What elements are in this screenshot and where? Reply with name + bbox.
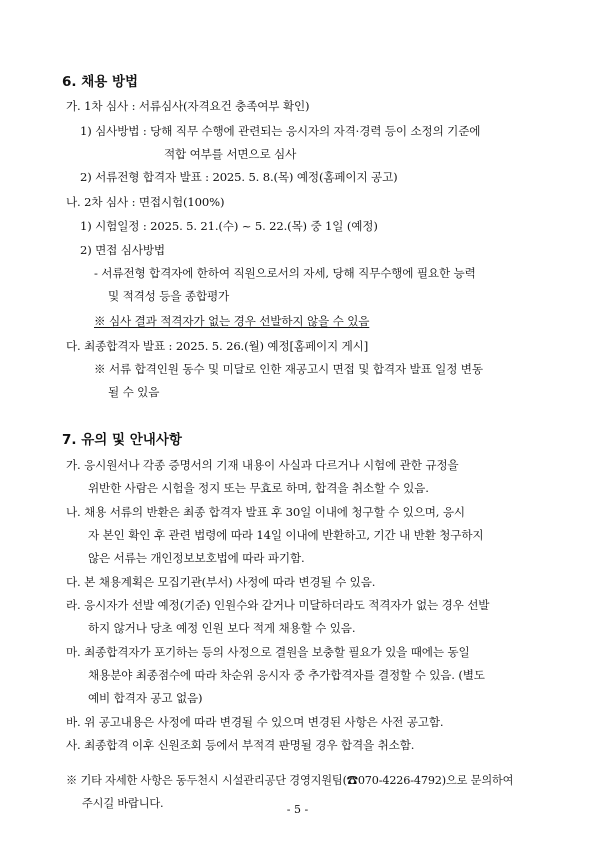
page-number: - 5 - xyxy=(286,803,309,816)
section-7-na-line2: 자 본인 확인 후 관련 법령에 따라 14일 이내에 반환하고, 기간 내 반환 청구하지 xyxy=(88,528,484,542)
section-6-na-note: ※ 심사 결과 적격자가 없는 경우 선발하지 않을 수 있음 xyxy=(94,314,370,328)
section-6-item-ga: 가. 1차 심사 : 서류심사(자격요건 충족여부 확인) xyxy=(66,99,310,113)
section-7-ma-line1: 마. 최종합격자가 포기하는 등의 사정으로 결원을 보충할 필요가 있을 때에는 동일 xyxy=(66,645,470,659)
section-6-item-na: 나. 2차 심사 : 면접시험(100%) xyxy=(66,195,225,209)
section-7-na-line1: 나. 채용 서류의 반환은 최종 합격자 발표 후 30일 이내에 청구할 수 있으며, 응시 xyxy=(66,505,465,519)
section-6-ga-2: 2) 서류전형 합격자 발표 : 2025. 5. 8.(목) 예정(홈페이지 공고) xyxy=(80,170,398,184)
section-7-da-line1: 다. 본 채용계획은 모집기관(부서) 사정에 따라 변경될 수 있음. xyxy=(66,575,376,589)
section-7-sa-line1: 사. 최종합격 이후 신원조회 등에서 부적격 판명될 경우 합격을 취소함. xyxy=(66,738,415,752)
section-7-ma-line3: 예비 합격자 공고 없음) xyxy=(88,691,203,705)
section-6-na-2-dash-line2: 및 적격성 등을 종합평가 xyxy=(108,289,230,303)
section-6-na-2-dash-line1: - 서류전형 합격자에 한하여 직원으로서의 자세, 당해 직무수행에 필요한 능력 xyxy=(94,266,476,280)
section-6-na-1: 1) 시험일정 : 2025. 5. 21.(수) ~ 5. 22.(목) 중 1일 (예정) xyxy=(80,219,378,233)
section-7-ma-line2: 채용분야 최종점수에 따라 차순위 응시자 중 추가합격자를 결정할 수 있음. (별도 xyxy=(88,668,485,682)
section-7-na-line3: 않은 서류는 개인정보보호법에 따라 파기함. xyxy=(88,551,305,565)
section-6-ga-1-line2: 적합 여부를 서면으로 심사 xyxy=(164,147,297,161)
section-6-da-note-line1: ※ 서류 합격인원 동수 및 미달로 인한 재공고시 면접 및 합격자 발표 일정 변동 xyxy=(94,362,483,376)
section-7-ra-line2: 하지 않거나 당초 예정 인원 보다 적게 채용할 수 있음. xyxy=(88,621,356,635)
footer-note-line2: 주시길 바랍니다. xyxy=(82,797,164,810)
section-6-heading: 6. 채용 방법 xyxy=(62,74,139,90)
section-7-ga-line2: 위반한 사람은 시험을 정지 또는 무효로 하며, 합격을 취소할 수 있음. xyxy=(88,481,429,495)
section-7-heading: 7. 유의 및 안내사항 xyxy=(62,432,182,448)
section-6-ga-1-line1: 1) 심사방법 : 당해 직무 수행에 관련되는 응시자의 자격·경력 등이 소정의 기준에 xyxy=(80,124,481,138)
footer-note-line1: ※ 기타 자세한 사항은 동두천시 시설관리공단 경영지원팀(☎070-4226-4792)으로 문의하여 xyxy=(66,774,514,787)
section-6-da-note-line2: 될 수 있음 xyxy=(108,385,160,399)
section-7-ra-line1: 라. 응시자가 선발 예정(기준) 인원수와 같거나 미달하더라도 적격자가 없는 경우 선발 xyxy=(66,598,490,612)
section-6-na-2: 2) 면접 심사방법 xyxy=(80,243,165,257)
section-7-ga-line1: 가. 응시원서나 각종 증명서의 기재 내용이 사실과 다르거나 시험에 관한 규정을 xyxy=(66,458,459,472)
section-6-item-da: 다. 최종합격자 발표 : 2025. 5. 26.(월) 예정[홈페이지 게시] xyxy=(66,339,369,353)
section-7-ba-line1: 바. 위 공고내용은 사정에 따라 변경될 수 있으며 변경된 사항은 사전 공고함. xyxy=(66,715,444,729)
